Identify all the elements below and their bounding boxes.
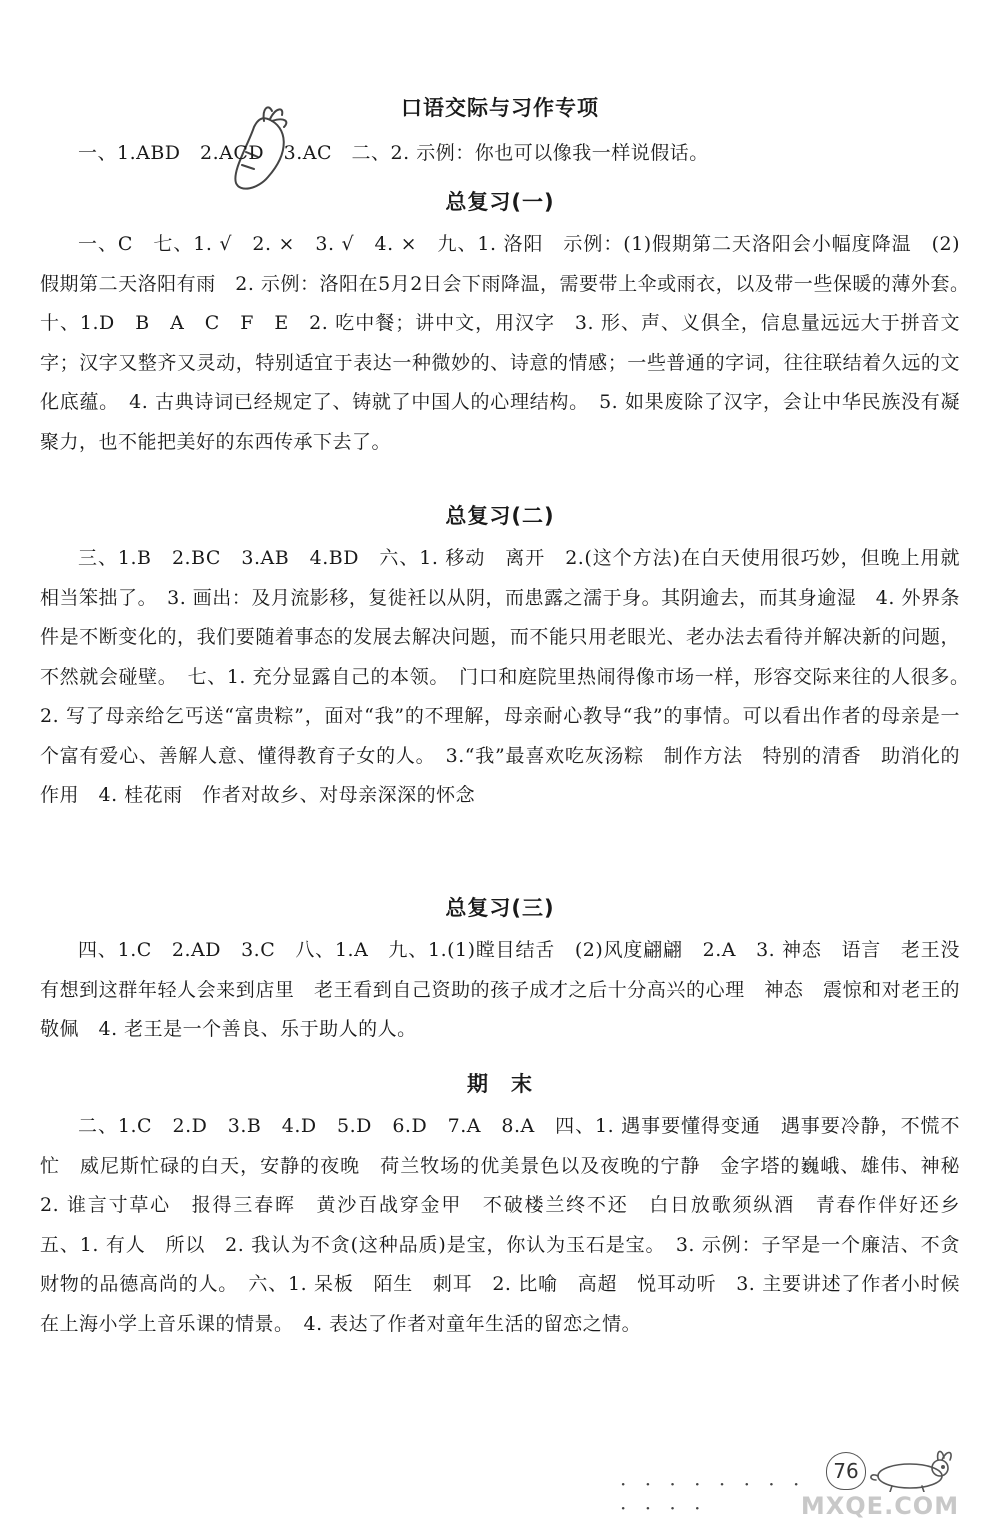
section-title: 总复习(二)	[445, 504, 555, 528]
answer-paragraph: 一、1.ABD 2.ACD 3.AC 二、2. 示例：你也可以像我一样说假话。	[78, 142, 709, 164]
watermark-text: MXQE.COM	[800, 1492, 960, 1520]
answer-paragraph: 三、1.B 2.BC 3.AB 4.BD 六、1. 移动 离开 2.(这个方法)在白天使用很巧妙，但晚上用就相当笨拙了。 3. 画出：及月流影移，复徙衽以从阴，而患露之濡于身。其阴逾去，而其身逾湿 4. 外界条件是不断变化的，我们要随着事态的发展去解决问题，而不能只用老眼光、老办法去看待并解决新的问题，不然就会碰壁。 七、1. 充分显露自己的本领。 门口和庭院里热闹得像市场一样，形容交际来往的人很多。 2. 写了母亲给乞丐送“富贵粽”，面对“我”的不理解，母亲耐心教导“我”的事情。可以看出作者的母亲是一个富有爱心、善解人意、懂得教育子女的人。 3.“我”最喜欢吃灰汤粽 制作方法 特别的清香 助消化的作用 4. 桂花雨 作者对故乡、对母亲深深的怀念	[40, 547, 980, 806]
answer-paragraph: 一、C 七、1. √ 2. × 3. √ 4. × 九、1. 洛阳 示例：(1)假期第二天洛阳会小幅度降温 (2)假期第二天洛阳有雨 2. 示例：洛阳在5月2日会下雨降温，需要带上伞或雨衣，以及带一些保暖的薄外套。 十、1.D B A C F E 2. 吃中餐；讲中文，用汉字 3. 形、声、义俱全，信息量远远大于拼音文字；汉字又整齐又灵动，特别适宜于表达一种微妙的、诗意的情感；一些普通的字词，往往联结着久远的文化底蕴。 4. 古典诗词已经规定了、铸就了中国人的心理结构。 5. 如果废除了汉字，会让中华民族没有凝聚力，也不能把美好的东西传承下去了。	[40, 233, 980, 453]
section-title: 总复习(一)	[445, 190, 555, 214]
footer-dots: · · · · · · · · · · · ·	[620, 1472, 806, 1520]
section-title: 期 末	[467, 1072, 533, 1096]
page-number: 76	[826, 1452, 866, 1490]
section-final	[0, 1068, 1000, 1344]
section-review-1	[0, 186, 1000, 462]
answer-paragraph: 四、1.C 2.AD 3.C 八、1.A 九、1.(1)瞠目结舌 (2)风度翩翩 2.A 3. 神态 语言 老王没有想到这群年轻人会来到店里 老王看到自己资助的孩子成才之后十分高兴的心理 神态 震惊和对老王的敬佩 4. 老王是一个善良、乐于助人的人。	[40, 939, 960, 1040]
section-title: 口语交际与习作专项	[401, 96, 599, 120]
rabbit-mascot-icon	[862, 1448, 962, 1492]
section-title: 总复习(三)	[445, 896, 555, 920]
section-oral-writing	[0, 92, 1000, 174]
section-review-2	[0, 500, 1000, 816]
section-review-3	[0, 892, 1000, 1050]
answer-paragraph: 二、1.C 2.D 3.B 4.D 5.D 6.D 7.A 8.A 四、1. 遇事要懂得变通 遇事要冷静，不慌不忙 威尼斯忙碌的白天，安静的夜晚 荷兰牧场的优美景色以及夜晚的宁静 金字塔的巍峨、雄伟、神秘 2. 谁言寸草心 报得三春晖 黄沙百战穿金甲 不破楼兰终不还 白日放歌须纵酒 青春作伴好还乡 五、1. 有人 所以 2. 我认为不贪(这种品质)是宝，你认为玉石是宝。 3. 示例：子罕是一个廉洁、不贪财物的品德高尚的人。 六、1. 呆板 陌生 刺耳 2. 比喻 高超 悦耳动听 3. 主要讲述了作者小时候在上海小学上音乐课的情景。 4. 表达了作者对童年生活的留恋之情。	[40, 1115, 980, 1335]
